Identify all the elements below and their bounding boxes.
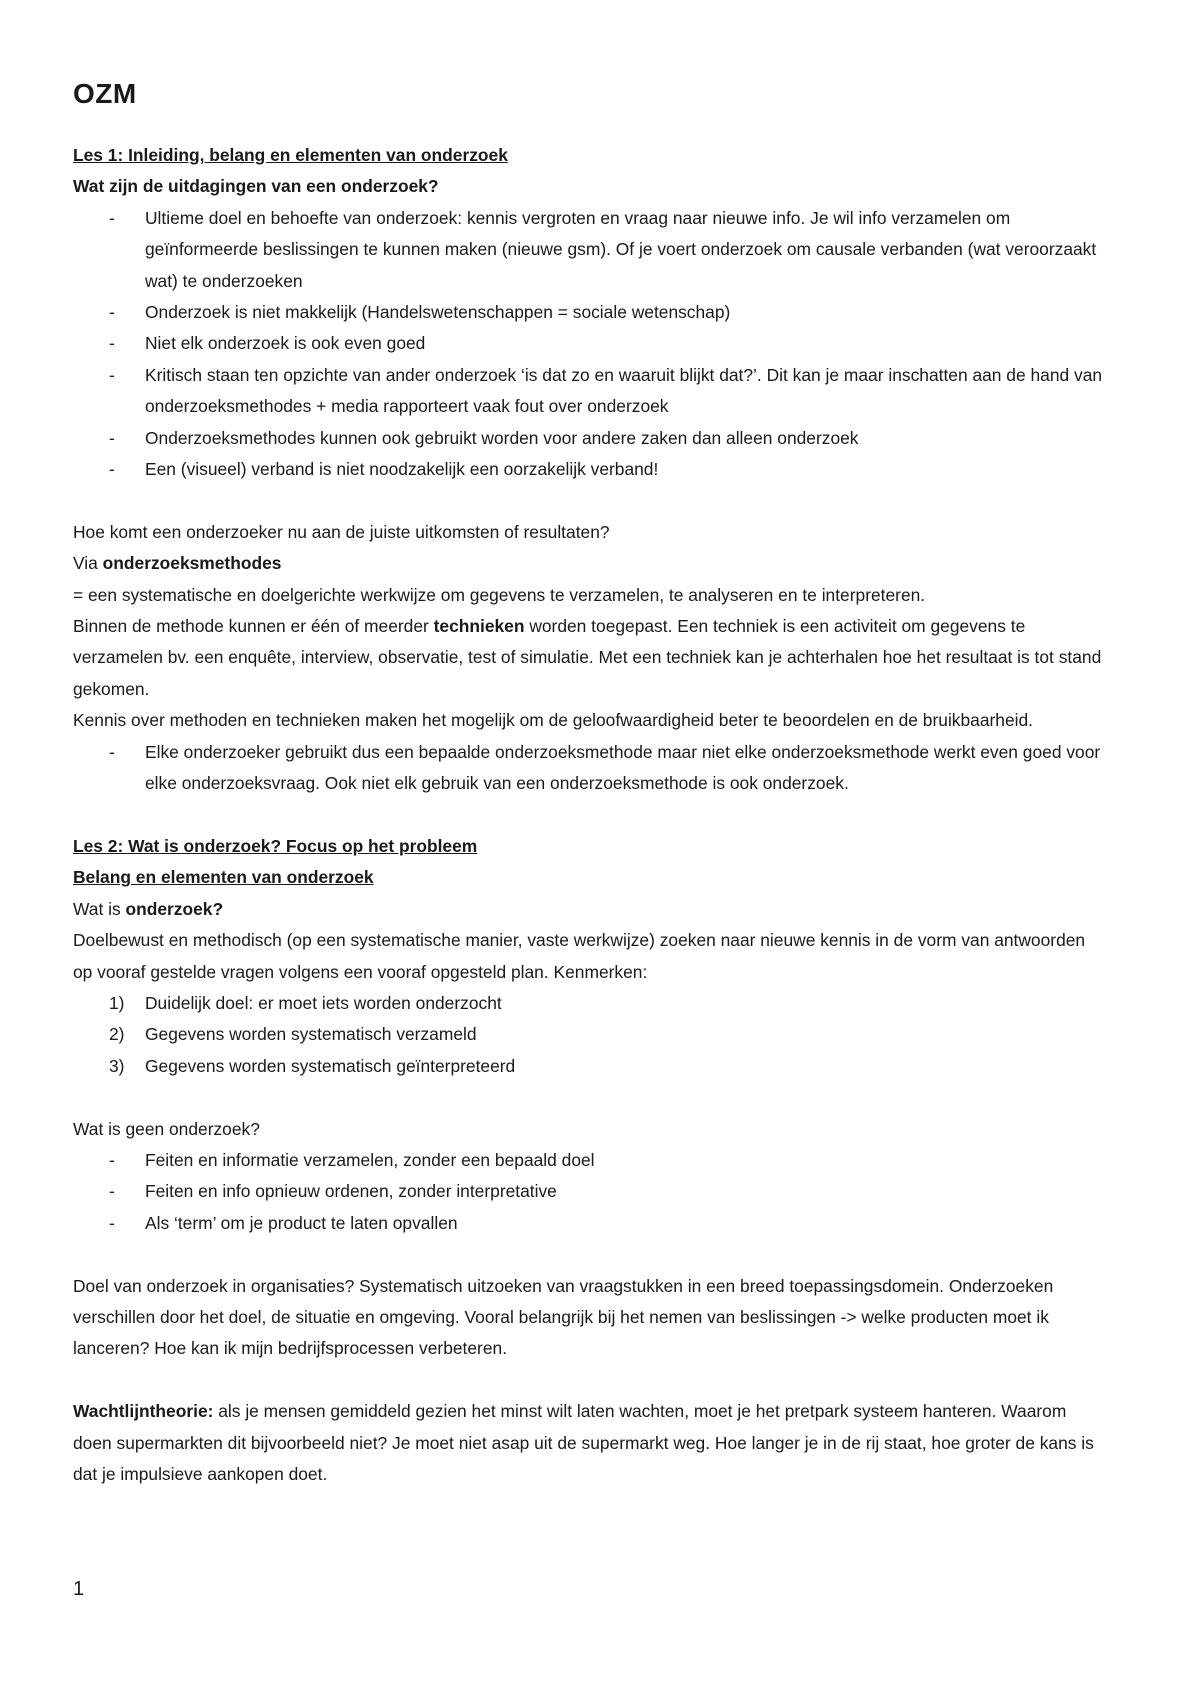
page-number: 1: [73, 1578, 85, 1600]
spacer: [73, 800, 1105, 831]
via-methodes: [73, 548, 1105, 579]
spacer: [73, 1365, 1105, 1396]
list-item-text: Gegevens worden systematisch verzameld: [145, 1024, 477, 1045]
list-item: - Ultieme doel en behoefte van onderzoek: kennis vergroten en vraag naar nieuwe info. Je wil info verzamelen om geïnformeerde beslissingen te kunnen maken (nieuwe gsm). Of je voert onderzoek om causale verbanden (wat veroorzaakt wat) te onderzoeken: [73, 203, 1105, 297]
definition-line-2: [73, 611, 1105, 705]
question-prefix: Wat is: [73, 898, 126, 919]
def2-pre: Binnen de methode kunnen er één of meerder: [73, 616, 434, 637]
document-title: OZM: [73, 78, 137, 109]
wachtlijn-text: als je mensen gemiddeld gezien het minst wilt laten wachten, moet je het pretpark systeem hanteren. Waarom doen supermarkten dit bijvoorbeeld niet? Je moet niet asap uit de supermarkt weg. Hoe langer je in de rij staat, hoe groter de kans is dat je impulsieve aankopen doet.: [73, 1401, 1094, 1484]
wachtlijn-paragraph: [73, 1396, 1105, 1490]
les1-challenges-list: [73, 203, 1105, 486]
def2-term: technieken: [433, 616, 525, 637]
spacer: [73, 485, 1105, 516]
list-item: - Kritisch staan ten opzichte van ander onderzoek ‘is dat zo en waaruit blijkt dat?’. Dit kan je maar inschatten aan de hand van onderzoeksmethodes + media rapporteert vaak fout over onderzoek: [73, 360, 1105, 423]
definition-line-3: Kennis over methoden en technieken maken het mogelijk om de geloofwaardigheid beter te beoordelen en de bruikbaarheid.: [73, 710, 1034, 731]
list-item: - Elke onderzoeker gebruikt dus een bepaalde onderzoeksmethode maar niet elke onderzoeksmethode werkt even goed voor elke onderzoeksvraag. Ook niet elk gebruik van een onderzoeksmethode is ook onderzoek.: [73, 737, 1105, 800]
les2-definition: Doelbewust en methodisch (op een systematische manier, vaste werkwijze) zoeken naar nieuwe kennis in de vorm van antwoorden op vooraf gestelde vragen volgens een vooraf opgesteld plan. Kenmerken:: [73, 930, 1086, 982]
geen-onderzoek-heading: Wat is geen onderzoek?: [73, 1118, 260, 1139]
les2-heading: Les 2: Wat is onderzoek? Focus op het probleem: [73, 835, 478, 856]
list-item: - Een (visueel) verband is niet noodzakelijk een oorzakelijk verband!: [73, 454, 1105, 485]
via-term: onderzoeksmethodes: [102, 553, 282, 574]
les1-conclusion-list: [73, 737, 1105, 800]
document-body: [73, 140, 1105, 1490]
question-term: onderzoek?: [125, 898, 224, 919]
list-item: - Onderzoek is niet makkelijk (Handelswetenschappen = sociale wetenschap): [73, 297, 1105, 328]
list-item: - Feiten en informatie verzamelen, zonder een bepaald doel: [73, 1145, 1105, 1176]
list-item: [73, 988, 1105, 1019]
list-item: - Als ‘term’ om je product te laten opvallen: [73, 1208, 1105, 1239]
les1-heading: Les 1: Inleiding, belang en elementen van onderzoek: [73, 145, 508, 165]
doel-paragraph: Doel van onderzoek in organisaties? Systematisch uitzoeken van vraagstukken in een breed toepassingsdomein. Onderzoeken verschillen door het doel, de situatie en omgeving. Vooral belangrijk bij het nemen van beslissingen -> welke producten moet ik lanceren? Hoe kan ik mijn bedrijfsprocessen verbeteren.: [73, 1275, 1054, 1359]
def2-post: worden toegepast. Een techniek is een activiteit om gegevens te verzamelen bv. een enquête, interview, observatie, test of simulatie. Met een techniek kan je achterhalen hoe het resultaat is tot stand gekomen.: [73, 616, 1102, 699]
list-item: - Niet elk onderzoek is ook even goed: [73, 328, 1105, 359]
list-item: - Feiten en info opnieuw ordenen, zonder interpretative: [73, 1176, 1105, 1207]
geen-onderzoek-list: [73, 1145, 1105, 1239]
wachtlijn-term: Wachtlijntheorie:: [73, 1401, 214, 1422]
list-item-text: Duidelijk doel: er moet iets worden onderzocht: [145, 992, 502, 1013]
kenmerken-list: [73, 988, 1105, 1082]
list-marker: 3): [109, 1055, 125, 1076]
les1-question: Wat zijn de uitdagingen van een onderzoek?: [73, 176, 439, 197]
definition-line-1: = een systematische en doelgerichte werkwijze om gegevens te verzamelen, te analyseren en te interpreteren.: [73, 584, 926, 605]
list-item: [73, 1019, 1105, 1050]
spacer: [73, 1082, 1105, 1113]
les2-subheading: Belang en elementen van onderzoek: [73, 867, 374, 888]
list-marker: 1): [109, 992, 125, 1013]
list-item: - Onderzoeksmethodes kunnen ook gebruikt worden voor andere zaken dan alleen onderzoek: [73, 423, 1105, 454]
via-prefix: Via: [73, 553, 103, 574]
spacer: [73, 1239, 1105, 1270]
les2-question: [73, 894, 1105, 925]
list-item: [73, 1051, 1105, 1082]
les1-question-2: Hoe komt een onderzoeker nu aan de juiste uitkomsten of resultaten?: [73, 521, 610, 542]
list-marker: 2): [109, 1024, 125, 1045]
list-item-text: Gegevens worden systematisch geïnterpreteerd: [145, 1055, 516, 1076]
